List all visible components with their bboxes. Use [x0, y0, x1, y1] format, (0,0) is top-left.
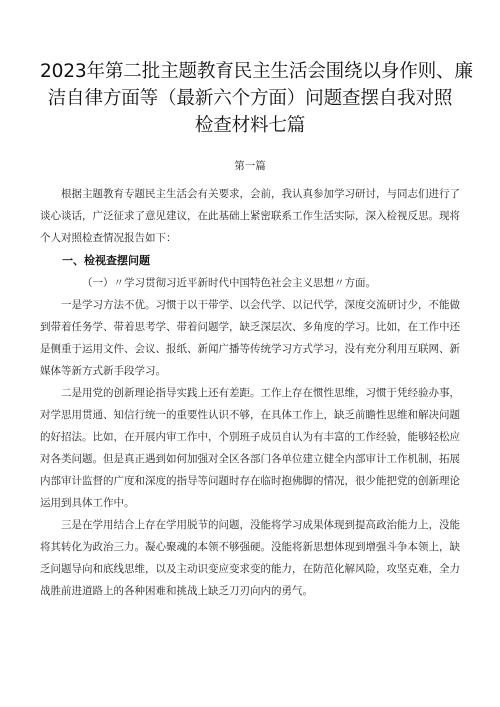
- intro-paragraph: 根据主题教育专题民主生活会有关要求，会前，我认真参加学习研讨，与同志们进行了谈心谈话，广泛征求了意见建议，在此基础上紧密联系工作生活实际，深入检视反思。现将个人对照检查情况报告如下：: [40, 188, 460, 244]
- paragraph-2: 二是用党的创新理论指导实践上还有差距。工作上存在惯性思维，习惯于凭经验办事，对学思用贯通、知信行统一的重要性认识不够，在具体工作上，缺乏前瞻性思维和解决问题的好招法。比如，在开展内审工作中，个别班子成员自认为有丰富的工作经验，能够轻松应对各类问题。但是真正遇到如何加强对全区各部门各单位建立健全内部审计工作机制，拓展内部审计监督的广度和深度的指导等问题时存在临时抱佛脚的情况，很少能把党的创新理论运用到具体工作中。: [40, 387, 460, 509]
- title-line-1: 2023年第二批主题教育民主生活会围绕以身作则、廉: [40, 61, 473, 82]
- document-title: [40, 58, 473, 139]
- title-line-2: 洁自律方面等（最新六个方面）问题查摆自我对照: [47, 88, 453, 109]
- paragraph-1: 一是学习方法不优。习惯于以干带学、以会代学、以记代学，深度交流研讨少，不能做到带着任务学、带着思考学、带着问题学，缺乏深层次、多角度的学习。比如，在工作中还是侧重于运用文件、会议、报纸、新闻广播等传统学习方式学习，没有充分利用互联网、新媒体等新方式新手段学习。: [40, 299, 460, 377]
- paragraph-3: 三是在学用结合上存在学用脱节的问题，没能将学习成果体现到提高政治能力上，没能将其转化为政治三力。凝心聚魂的本领不够强硬。没能将新思想体现到增强斗争本领上，缺乏问题导向和底线思维，以及主动识变应变求变的能力，在防范化解风险，攻坚克难，全力战胜前进道路上的各种困难和挑战上缺乏刀刃向内的勇气。: [40, 519, 460, 597]
- sub-heading: （一）〃学习贯彻习近平新时代中国特色社会主义思想〃方面。: [82, 277, 376, 289]
- section-heading: 一、检视查摆问题: [62, 254, 150, 267]
- chapter-label: 第一篇: [234, 160, 266, 172]
- title-line-3: 检查材料七篇: [194, 115, 306, 136]
